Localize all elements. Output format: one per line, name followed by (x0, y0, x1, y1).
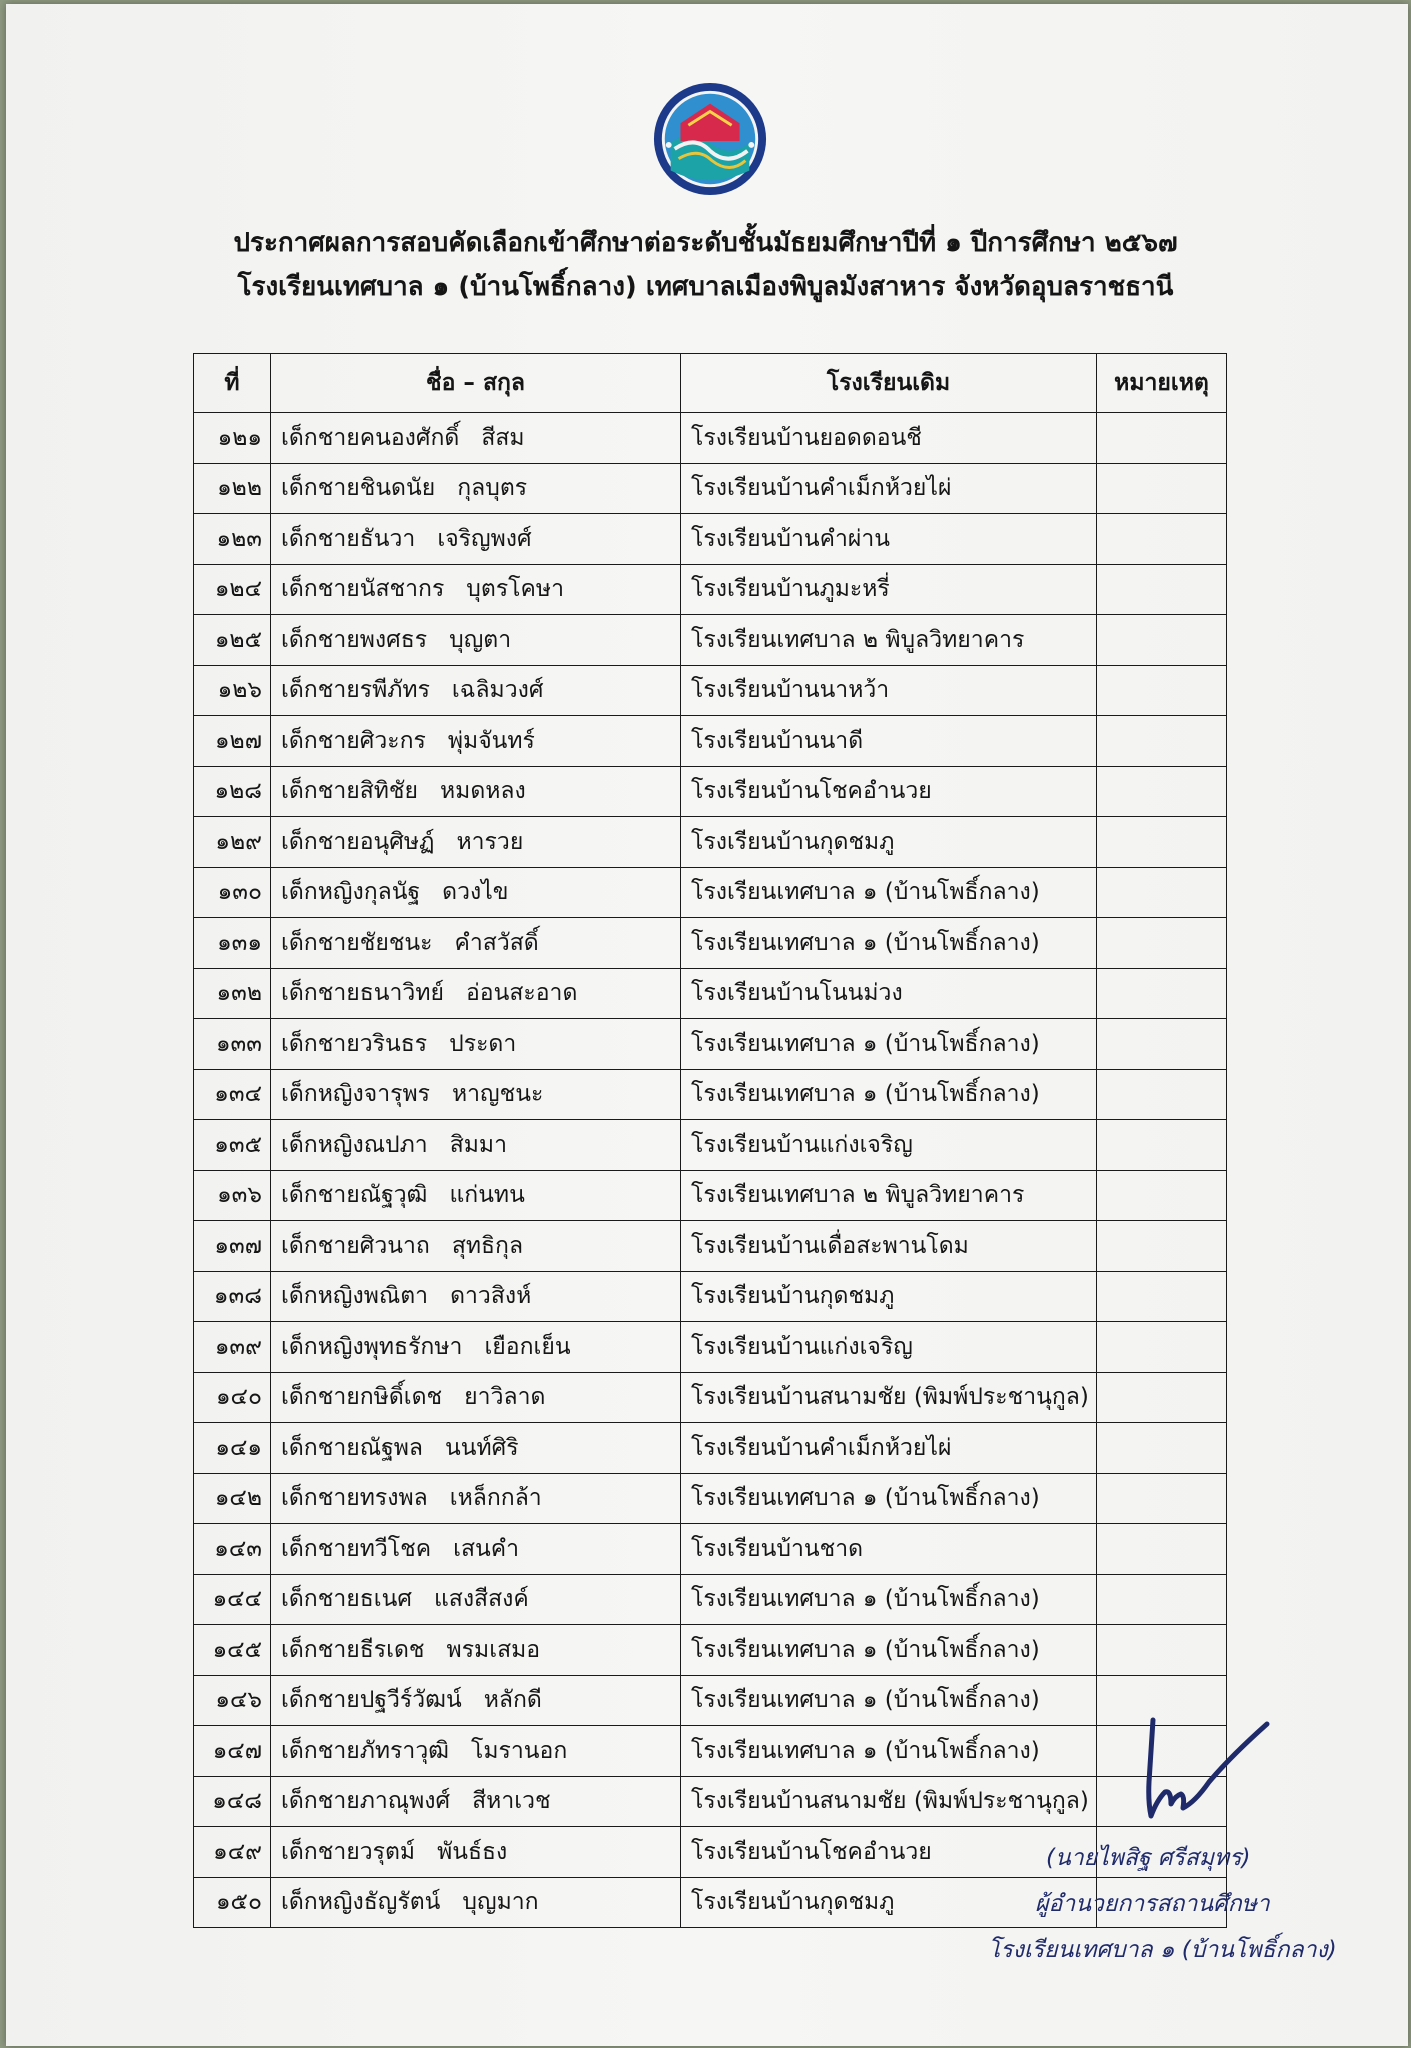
row-number: ๑๔๒ (194, 1473, 271, 1524)
student-first-name: เด็กชายภาณุพงศ์ (281, 1788, 451, 1815)
student-last-name: บุญตา (449, 626, 512, 653)
table-row (194, 716, 1227, 767)
previous-school: โรงเรียนบ้านกุดชมภู (681, 817, 1097, 868)
row-number: ๑๒๔ (194, 564, 271, 615)
note-cell (1097, 1170, 1227, 1221)
note-cell (1097, 1574, 1227, 1625)
table-row (194, 968, 1227, 1019)
note-cell (1097, 1271, 1227, 1322)
student-name (271, 1221, 681, 1272)
row-number: ๑๓๙ (194, 1322, 271, 1373)
student-name (271, 514, 681, 565)
previous-school: โรงเรียนเทศบาล ๑ (บ้านโพธิ์กลาง) (681, 918, 1097, 969)
table-row (194, 1524, 1227, 1575)
student-first-name: เด็กชายสิทิชัย (281, 778, 419, 805)
previous-school: โรงเรียนบ้านแก่งเจริญ (681, 1120, 1097, 1171)
student-last-name: แก่นทน (449, 1182, 525, 1209)
previous-school: โรงเรียนเทศบาล ๑ (บ้านโพธิ์กลาง) (681, 1473, 1097, 1524)
note-cell (1097, 1524, 1227, 1575)
student-last-name: พุ่มจันทร์ (447, 727, 535, 754)
student-first-name: เด็กชายทรงพล (281, 1485, 428, 1512)
student-last-name: บุตรโคษา (466, 576, 565, 603)
signer-school: โรงเรียนเทศบาล ๑ (บ้านโพธิ์กลาง) (988, 1937, 1337, 1963)
note-cell (1097, 1069, 1227, 1120)
student-last-name: ยาวิลาด (464, 1384, 546, 1411)
student-first-name: เด็กชายชัยชนะ (281, 929, 433, 956)
note-cell (1097, 1372, 1227, 1423)
note-cell (1097, 615, 1227, 666)
table-row (194, 1069, 1227, 1120)
note-cell (1097, 1423, 1227, 1474)
student-name (271, 463, 681, 514)
student-last-name: ดวงไข (442, 879, 509, 906)
note-cell (1097, 514, 1227, 565)
student-name (271, 1069, 681, 1120)
student-name (271, 1423, 681, 1474)
student-last-name: เสนคำ (453, 1535, 520, 1562)
table-row (194, 1019, 1227, 1070)
student-name (271, 564, 681, 615)
row-number: ๑๒๘ (194, 766, 271, 817)
student-name (271, 1625, 681, 1676)
student-name (271, 1473, 681, 1524)
results-table (193, 353, 1227, 1928)
student-first-name: เด็กชายกษิดิ์เดช (281, 1384, 443, 1411)
table-header-row (194, 354, 1227, 413)
row-number: ๑๓๔ (194, 1069, 271, 1120)
student-first-name: เด็กหญิงพุทธรักษา (281, 1333, 463, 1360)
previous-school: โรงเรียนบ้านกุดชมภู (681, 1877, 1097, 1928)
announcement-title: ประกาศผลการสอบคัดเลือกเข้าศึกษาต่อระดับชั้นมัธยมศึกษาปีที่ ๑ ปีการศึกษา ๒๕๖๗ (233, 228, 1178, 258)
row-number: ๑๔๑ (194, 1423, 271, 1474)
previous-school: โรงเรียนบ้านภูมะหรี่ (681, 564, 1097, 615)
table-row (194, 615, 1227, 666)
student-name (271, 1726, 681, 1777)
student-name (271, 1675, 681, 1726)
previous-school: โรงเรียนเทศบาล ๑ (บ้านโพธิ์กลาง) (681, 1574, 1097, 1625)
table-row (194, 918, 1227, 969)
row-number: ๑๓๘ (194, 1271, 271, 1322)
student-last-name: อ่อนสะอาด (465, 980, 578, 1007)
table-row (194, 1423, 1227, 1474)
signer-name: (นายไพสิฐ ศรีสมุทร) (1046, 1845, 1251, 1871)
student-first-name: เด็กชายธีรเดช (281, 1636, 425, 1663)
student-name (271, 918, 681, 969)
student-name (271, 716, 681, 767)
row-number: ๑๓๐ (194, 867, 271, 918)
table-row (194, 817, 1227, 868)
student-first-name: เด็กชายณัฐพล (281, 1434, 424, 1461)
previous-school: โรงเรียนเทศบาล ๒ พิบูลวิทยาคาร (681, 1170, 1097, 1221)
student-last-name: ดาวสิงห์ (450, 1283, 532, 1310)
signer-position: ผู้อำนวยการสถานศึกษา (1035, 1891, 1270, 1917)
table-row (194, 413, 1227, 464)
student-first-name: เด็กชายศิวะกร (281, 727, 426, 754)
note-cell (1097, 1625, 1227, 1676)
student-name (271, 1776, 681, 1827)
student-first-name: เด็กชายวรุตม์ (281, 1838, 416, 1865)
table-row (194, 463, 1227, 514)
student-first-name: เด็กหญิงจารุพร (281, 1081, 430, 1108)
student-first-name: เด็กหญิงธัญรัตน์ (281, 1889, 441, 1916)
table-row (194, 766, 1227, 817)
table-row (194, 867, 1227, 918)
student-name (271, 817, 681, 868)
previous-school: โรงเรียนบ้านโชคอำนวย (681, 766, 1097, 817)
previous-school: โรงเรียนเทศบาล ๑ (บ้านโพธิ์กลาง) (681, 1726, 1097, 1777)
table-body (194, 413, 1227, 1928)
student-first-name: เด็กชายภัทราวุฒิ (281, 1737, 450, 1764)
student-first-name: เด็กชายรพีภัทร (281, 677, 430, 704)
student-last-name: บุญมาก (462, 1889, 539, 1916)
student-last-name: หารวย (456, 828, 524, 855)
table-row (194, 1322, 1227, 1373)
student-first-name: เด็กหญิงกุลนัฐ (281, 879, 421, 906)
table-row (194, 1473, 1227, 1524)
student-last-name: ประดา (449, 1030, 517, 1057)
table-row (194, 665, 1227, 716)
student-first-name: เด็กชายธเนศ (281, 1586, 412, 1613)
row-number: ๑๓๖ (194, 1170, 271, 1221)
student-name (271, 1877, 681, 1928)
table-row (194, 1221, 1227, 1272)
table-row (194, 1170, 1227, 1221)
student-last-name: สิมมา (449, 1131, 508, 1158)
note-cell (1097, 1473, 1227, 1524)
table-row (194, 514, 1227, 565)
row-number: ๑๔๔ (194, 1574, 271, 1625)
student-last-name: สีสม (481, 424, 525, 451)
student-first-name: เด็กชายพงศธร (281, 626, 428, 653)
previous-school: โรงเรียนเทศบาล ๑ (บ้านโพธิ์กลาง) (681, 1069, 1097, 1120)
row-number: ๑๓๑ (194, 918, 271, 969)
note-cell (1097, 716, 1227, 767)
header-name: ชื่อ – สกุล (271, 354, 681, 413)
previous-school: โรงเรียนเทศบาล ๑ (บ้านโพธิ์กลาง) (681, 1019, 1097, 1070)
previous-school: โรงเรียนเทศบาล ๑ (บ้านโพธิ์กลาง) (681, 867, 1097, 918)
note-cell (1097, 968, 1227, 1019)
student-first-name: เด็กหญิงณปภา (281, 1131, 428, 1158)
note-cell (1097, 766, 1227, 817)
header-school: โรงเรียนเดิม (681, 354, 1097, 413)
row-number: ๑๓๒ (194, 968, 271, 1019)
row-number: ๑๔๐ (194, 1372, 271, 1423)
student-name (271, 1271, 681, 1322)
previous-school: โรงเรียนเทศบาล ๑ (บ้านโพธิ์กลาง) (681, 1625, 1097, 1676)
row-number: ๑๒๑ (194, 413, 271, 464)
student-name (271, 1574, 681, 1625)
student-first-name: เด็กชายณัฐวุฒิ (281, 1182, 428, 1209)
student-name (271, 665, 681, 716)
row-number: ๑๒๗ (194, 716, 271, 767)
previous-school: โรงเรียนบ้านเดื่อสะพานโดม (681, 1221, 1097, 1272)
row-number: ๑๓๓ (194, 1019, 271, 1070)
student-first-name: เด็กชายอนุศิษฏ์ (281, 828, 435, 855)
student-name (271, 968, 681, 1019)
previous-school: โรงเรียนเทศบาล ๑ (บ้านโพธิ์กลาง) (681, 1675, 1097, 1726)
row-number: ๑๔๖ (194, 1675, 271, 1726)
previous-school: โรงเรียนบ้านสนามชัย (พิมพ์ประชานุกูล) (681, 1372, 1097, 1423)
note-cell (1097, 1322, 1227, 1373)
student-last-name: คำสวัสดิ์ (454, 929, 539, 956)
signature-icon (1135, 1712, 1275, 1842)
student-first-name: เด็กชายชินดนัย (281, 475, 436, 502)
student-last-name: เฉลิมวงศ์ (451, 677, 544, 704)
note-cell (1097, 463, 1227, 514)
row-number: ๑๒๒ (194, 463, 271, 514)
row-number: ๑๕๐ (194, 1877, 271, 1928)
student-first-name: เด็กหญิงพณิตา (281, 1283, 429, 1310)
student-name (271, 867, 681, 918)
row-number: ๑๒๙ (194, 817, 271, 868)
previous-school: โรงเรียนบ้านคำเม็กห้วยไผ่ (681, 1423, 1097, 1474)
student-last-name: เจริญพงศ์ (437, 525, 532, 552)
note-cell (1097, 665, 1227, 716)
previous-school: โรงเรียนบ้านนาดี (681, 716, 1097, 767)
row-number: ๑๔๕ (194, 1625, 271, 1676)
student-first-name: เด็กชายคนองศักดิ์ (281, 424, 460, 451)
student-first-name: เด็กชายทวีโชค (281, 1535, 432, 1562)
previous-school: โรงเรียนเทศบาล ๒ พิบูลวิทยาคาร (681, 615, 1097, 666)
row-number: ๑๔๓ (194, 1524, 271, 1575)
previous-school: โรงเรียนบ้านโนนม่วง (681, 968, 1097, 1019)
previous-school: โรงเรียนบ้านคำเม็กห้วยไผ่ (681, 463, 1097, 514)
note-cell (1097, 867, 1227, 918)
table-row (194, 1776, 1227, 1827)
student-name (271, 766, 681, 817)
student-last-name: โมรานอก (471, 1737, 568, 1764)
student-first-name: เด็กชายนัสชากร (281, 576, 445, 603)
student-first-name: เด็กชายศิวนาถ (281, 1232, 430, 1259)
note-cell (1097, 1019, 1227, 1070)
header-no: ที่ (194, 354, 271, 413)
student-first-name: เด็กชายวรินธร (281, 1030, 428, 1057)
student-last-name: สีหาเวช (472, 1788, 551, 1815)
previous-school: โรงเรียนบ้านกุดชมภู (681, 1271, 1097, 1322)
header-note: หมายเหตุ (1097, 354, 1227, 413)
student-last-name: พรมเสมอ (446, 1636, 541, 1663)
row-number: ๑๔๘ (194, 1776, 271, 1827)
student-name (271, 1372, 681, 1423)
student-last-name: สุทธิกุล (451, 1232, 524, 1259)
note-cell (1097, 1221, 1227, 1272)
note-cell (1097, 564, 1227, 615)
student-name (271, 1827, 681, 1878)
student-name (271, 1524, 681, 1575)
table-row (194, 1271, 1227, 1322)
student-last-name: นนท์ศิริ (445, 1434, 519, 1461)
table-row (194, 1675, 1227, 1726)
row-number: ๑๒๕ (194, 615, 271, 666)
row-number: ๑๒๓ (194, 514, 271, 565)
note-cell (1097, 918, 1227, 969)
row-number: ๑๒๖ (194, 665, 271, 716)
student-first-name: เด็กชายธันวา (281, 525, 416, 552)
previous-school: โรงเรียนบ้านแก่งเจริญ (681, 1322, 1097, 1373)
note-cell (1097, 817, 1227, 868)
student-last-name: กุลบุตร (457, 475, 528, 502)
student-first-name: เด็กชายปฐวีร์วัฒน์ (281, 1687, 462, 1714)
student-first-name: เด็กชายธนาวิทย์ (281, 980, 444, 1007)
previous-school: โรงเรียนบ้านนาหว้า (681, 665, 1097, 716)
student-name (271, 1170, 681, 1221)
row-number: ๑๔๗ (194, 1726, 271, 1777)
student-name (271, 1120, 681, 1171)
table-row (194, 1372, 1227, 1423)
school-subtitle: โรงเรียนเทศบาล ๑ (บ้านโพธิ์กลาง) เทศบาลเมืองพิบูลมังสาหาร จังหวัดอุบลราชธานี (237, 272, 1174, 302)
table-row (194, 1120, 1227, 1171)
previous-school: โรงเรียนบ้านสนามชัย (พิมพ์ประชานุกูล) (681, 1776, 1097, 1827)
student-last-name: เยือกเย็น (484, 1333, 571, 1360)
student-last-name: หลักดี (483, 1687, 542, 1714)
student-last-name: หาญชนะ (451, 1081, 544, 1108)
student-name (271, 1019, 681, 1070)
previous-school: โรงเรียนบ้านโชคอำนวย (681, 1827, 1097, 1878)
note-cell (1097, 1120, 1227, 1171)
previous-school: โรงเรียนบ้านยอดดอนชี (681, 413, 1097, 464)
student-name (271, 615, 681, 666)
previous-school: โรงเรียนบ้านคำผ่าน (681, 514, 1097, 565)
table-row (194, 1726, 1227, 1777)
student-last-name: หมดหลง (440, 778, 526, 805)
table-row (194, 1625, 1227, 1676)
student-last-name: เหล็กกล้า (449, 1485, 542, 1512)
previous-school: โรงเรียนบ้านชาด (681, 1524, 1097, 1575)
row-number: ๑๔๙ (194, 1827, 271, 1878)
row-number: ๑๓๕ (194, 1120, 271, 1171)
student-name (271, 1322, 681, 1373)
table-row (194, 1574, 1227, 1625)
note-cell (1097, 413, 1227, 464)
student-name (271, 413, 681, 464)
student-last-name: พันธ์ธง (437, 1838, 508, 1865)
student-last-name: แสงสีสงค์ (433, 1586, 529, 1613)
row-number: ๑๓๗ (194, 1221, 271, 1272)
table-row (194, 564, 1227, 615)
school-seal-icon (651, 80, 769, 198)
